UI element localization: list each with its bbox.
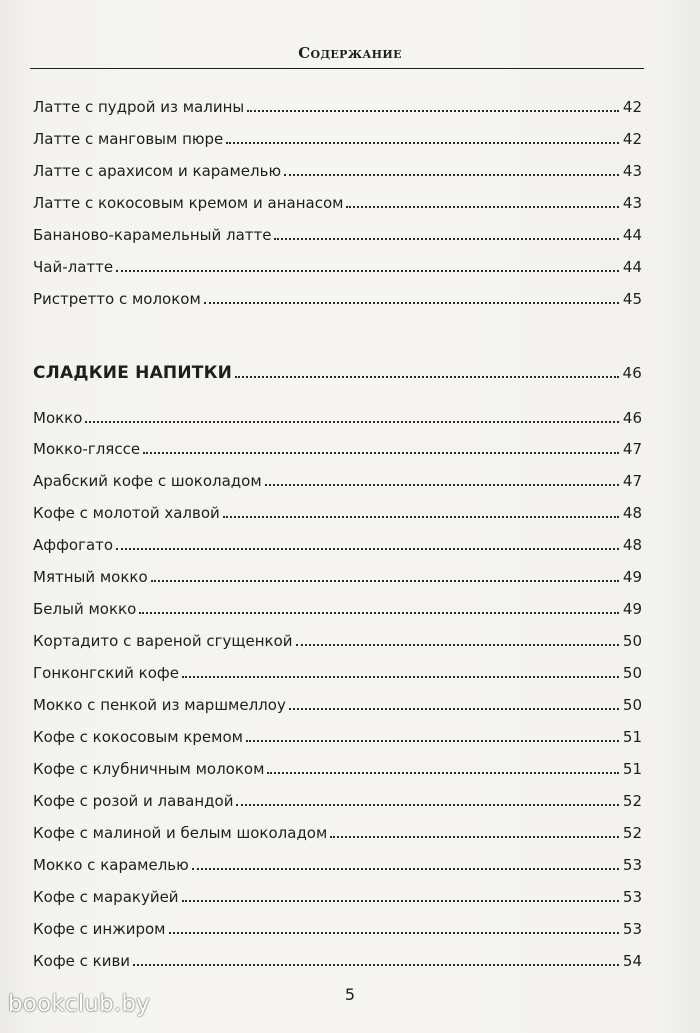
toc-entry-page: 46 <box>622 409 642 427</box>
dot-leader <box>284 174 619 176</box>
toc-entry-title: Ристретто с молоком <box>33 290 201 308</box>
toc-entry-title: Мокко-гляссе <box>33 440 141 458</box>
toc-entry-title: Кофе с молотой халвой <box>33 504 220 522</box>
dot-leader <box>182 676 619 678</box>
toc-section-page: 46 <box>622 364 642 382</box>
toc-entry <box>33 691 642 715</box>
toc-entry <box>33 531 642 555</box>
dot-leader <box>274 238 619 240</box>
toc-entry <box>33 404 642 428</box>
toc-entry-title: Кофе с розой и лавандой <box>33 792 234 810</box>
toc-entry-title: Мятный мокко <box>33 568 148 586</box>
toc-entry-page: 48 <box>622 504 642 522</box>
toc-entry <box>33 851 642 875</box>
toc-entry-page: 49 <box>622 600 642 618</box>
dot-leader <box>192 868 619 870</box>
toc-entry-page: 43 <box>622 194 642 212</box>
toc-entry <box>33 819 642 843</box>
toc-entry-title: Кофе с клубничным молоком <box>33 760 265 778</box>
toc-entry-page: 54 <box>622 952 642 970</box>
toc-entry-page: 50 <box>622 632 642 650</box>
toc-entry <box>33 915 642 939</box>
toc-entry-title: Чай-латте <box>33 258 114 276</box>
toc-entry-title: Бананово-карамельный латте <box>33 226 272 244</box>
dot-leader <box>223 516 619 518</box>
toc-entry <box>33 93 642 117</box>
dot-leader <box>133 964 619 966</box>
dot-leader <box>296 644 619 646</box>
toc-entry-title: Латте с кокосовым кремом и ананасом <box>33 194 344 212</box>
toc-entry <box>33 285 642 309</box>
dot-leader <box>116 548 619 550</box>
toc-entry <box>33 787 642 811</box>
toc-entry-page: 53 <box>622 856 642 874</box>
toc-entry <box>33 189 642 213</box>
dot-leader <box>226 142 619 144</box>
toc-entry-page: 42 <box>622 98 642 116</box>
watermark: bookclub.by <box>8 991 150 1017</box>
page-header-title: Содержание <box>298 44 402 62</box>
dot-leader <box>235 376 619 378</box>
page-number: 5 <box>344 985 356 1004</box>
toc-entry <box>33 467 642 491</box>
toc-entry-page: 44 <box>622 258 642 276</box>
dot-leader <box>346 206 619 208</box>
toc-entry-title: Мокко <box>33 409 83 427</box>
dot-leader <box>289 708 619 710</box>
toc-entry-title: Кофе с кокосовым кремом <box>33 728 243 746</box>
toc-entry-page: 47 <box>622 440 642 458</box>
toc-entry <box>33 435 642 459</box>
toc-entry-page: 47 <box>622 472 642 490</box>
toc-entry-page: 51 <box>622 760 642 778</box>
toc-entry-title: Латте с арахисом и карамелью <box>33 162 282 180</box>
dot-leader <box>265 484 619 486</box>
toc-entry-title: Кофе с маракуйей <box>33 888 179 906</box>
toc-entry-title: Латте с пудрой из малины <box>33 98 245 116</box>
toc-entry <box>33 947 642 971</box>
toc-entry-page: 48 <box>622 536 642 554</box>
toc-entry-page: 52 <box>622 824 642 842</box>
dot-leader <box>246 740 619 742</box>
toc-entry-page: 50 <box>622 696 642 714</box>
dot-leader <box>267 772 619 774</box>
dot-leader <box>139 612 619 614</box>
toc-entry <box>33 563 642 587</box>
toc-entry <box>33 221 642 245</box>
dot-leader <box>85 421 619 423</box>
toc-entry-page: 42 <box>622 130 642 148</box>
dot-leader <box>247 110 619 112</box>
dot-leader <box>151 580 619 582</box>
toc-entry-page: 51 <box>622 728 642 746</box>
toc-entry-page: 45 <box>622 290 642 308</box>
toc-entry-page: 44 <box>622 226 642 244</box>
toc-entry-title: Арабский кофе с шоколадом <box>33 472 262 490</box>
toc-entry-page: 52 <box>622 792 642 810</box>
toc-entry <box>33 659 642 683</box>
header-rule <box>30 68 644 69</box>
toc-entry-title: Латте с манговым пюре <box>33 130 224 148</box>
toc-entry <box>33 723 642 747</box>
toc-entry-title: Кофе с инжиром <box>33 920 166 938</box>
toc-entry-title: Белый мокко <box>33 600 137 618</box>
toc-entry <box>33 125 642 149</box>
toc-entry-title: Аффогато <box>33 536 114 554</box>
toc-entry <box>33 627 642 651</box>
toc-entry-title: Мокко с пенкой из маршмеллоу <box>33 696 286 714</box>
toc-entry <box>33 253 642 277</box>
toc-entry-title: Кофе с малиной и белым шоколадом <box>33 824 328 842</box>
toc-entry-title: Мокко с карамелью <box>33 856 189 874</box>
toc-entry <box>33 595 642 619</box>
toc-entry <box>33 499 642 523</box>
toc-entry-page: 53 <box>622 888 642 906</box>
dot-leader <box>236 804 619 806</box>
toc-entry-page: 43 <box>622 162 642 180</box>
dot-leader <box>182 900 619 902</box>
toc-entry-page: 53 <box>622 920 642 938</box>
dot-leader <box>143 452 619 454</box>
toc-section-heading <box>33 359 642 383</box>
dot-leader <box>330 836 619 838</box>
toc-section-title: СЛАДКИЕ НАПИТКИ <box>33 363 233 383</box>
dot-leader <box>204 302 619 304</box>
dot-leader <box>116 270 619 272</box>
toc-entry <box>33 755 642 779</box>
toc-entry-title: Кофе с киви <box>33 952 131 970</box>
toc-entry-page: 50 <box>622 664 642 682</box>
toc-entry <box>33 157 642 181</box>
toc-entry <box>33 883 642 907</box>
toc-entry-title: Кортадито с вареной сгущенкой <box>33 632 293 650</box>
toc-entry-title: Гонконгский кофе <box>33 664 179 682</box>
dot-leader <box>169 932 620 934</box>
toc-entry-page: 49 <box>622 568 642 586</box>
